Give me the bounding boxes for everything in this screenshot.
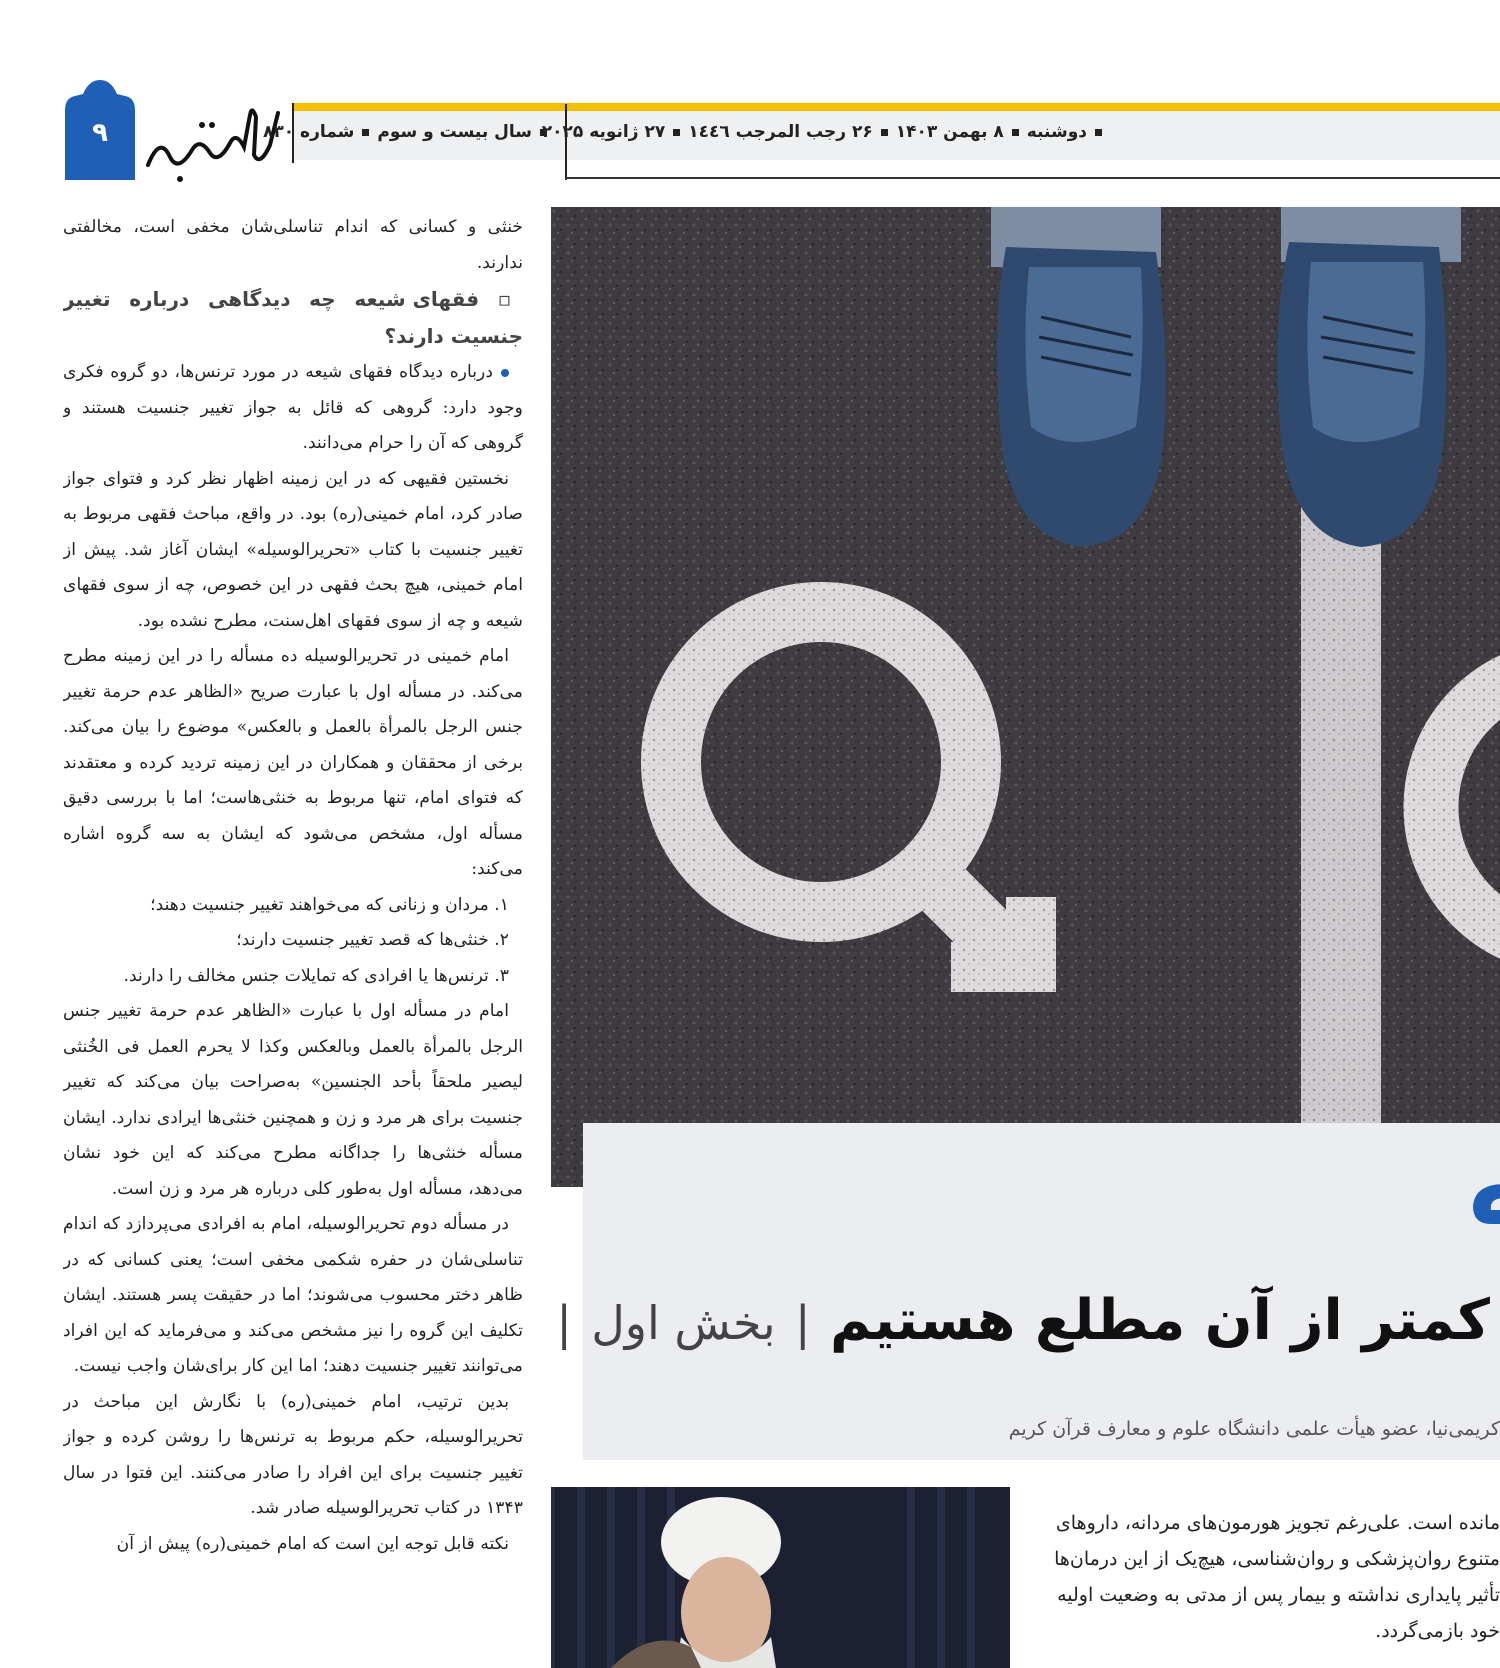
page-number: ۹ xyxy=(92,118,108,148)
headline-part: بخش اول xyxy=(591,1296,776,1350)
feature-headline xyxy=(556,1288,1490,1353)
text-line: تأثیر پایداری نداشته و بیمار پس از مدتی به وضعیت اولیه xyxy=(1057,1584,1500,1606)
list-item: ۳. ترنس‌ها یا افرادی که تمایلات جنس مخالف را دارند. xyxy=(123,965,509,986)
header-underline xyxy=(565,177,1500,179)
bullet-dot-icon xyxy=(501,369,509,377)
issue-info xyxy=(262,122,555,142)
list-item: ۲. خنثی‌ها که قصد تغییر جنسیت دارند؛ xyxy=(236,930,509,950)
article-paragraph: نکته قابل توجه این است که امام خمینی(ره) پیش از آن xyxy=(116,1533,509,1554)
date-gregorian: ۲۷ ژانویه ۲۰۲۵ xyxy=(541,122,666,142)
issue-number: شماره ۸۳۰ xyxy=(262,122,355,142)
article-paragraph: امام در مسأله اول با عبارت «الظاهر عدم حرمة تغییر جنس الرجل بالمرأة بالعمل وبالعکس وکذا لا یحرم العمل فی الخُنثی لیصیر ملحقاً بأحد الجنسین» به‌صراحت بیان می‌کند که تغییر جنسیت برای هر مرد و زن و همچنین خنثی‌ها ایرادی ندارد. ایشان مسأله خنثی‌ها را جداگانه مطرح می‌کند که این خود نشان می‌دهد، مسأله اول به‌طور کلی درباره هر مرد و زن است. xyxy=(63,1001,523,1199)
text-line: مانده است. علی‌رغم تجویز هورمون‌های مردانه، داروهای xyxy=(1055,1512,1500,1534)
article-body xyxy=(63,210,523,1668)
article-paragraph: امام خمینی در تحریرالوسیله ده مسأله را در این زمینه مطرح می‌کند. در مسأله اول با عبارت صریح «الظاهر عدم حرمة تغییر جنس الرجل بالمرأة بالعمل و بالعکس» موضوع را بیان می‌کند. برخی از محققان و همکاران در این زمینه تردید کرده و معتقدند که فتوای امام، تنها مربوط به خنثی‌هاست؛ اما با بررسی دقیق مسأله اول، مشخص می‌شود که ایشان به سه گروه اشاره می‌کند: xyxy=(63,646,523,879)
text-line: متنوع روان‌پزشکی و روان‌شناسی، هیچ‌یک از این درمان‌ها xyxy=(1054,1548,1500,1570)
article-continuation xyxy=(1040,1505,1500,1649)
article-paragraph: بدین ترتیب، امام خمینی(ره) با نگارش این مباحث در تحریرالوسیله، حکم مربوط به ترنس‌ها را روشن کرده و جواز تغییر جنسیت برای این افراد را صادر می‌کنند. این فتوا در سال ۱۳۴۳ در کتاب تحریرالوسیله صادر شد. xyxy=(63,1391,523,1518)
weekday: دوشنبه xyxy=(1026,122,1087,142)
feature-photo-asphalt-gender-symbols xyxy=(551,207,1500,1187)
header-accent-rule xyxy=(292,103,1500,111)
header-divider xyxy=(565,104,567,180)
list-item: ۱. مردان و زنانی که می‌خواهند تغییر جنسیت دهند؛ xyxy=(150,894,509,915)
volume-label: سال بیست و سوم xyxy=(377,122,532,142)
headline-separator: | xyxy=(795,1296,811,1350)
date-solar: ۸ بهمن ۱۴۰۳ xyxy=(895,122,1004,142)
byline: کریمی‌نیا، عضو هیأت علمی دانشگاه علوم و معارف قرآن کریم xyxy=(1008,1418,1500,1440)
quote-mark-icon xyxy=(1465,1180,1500,1228)
author-portrait xyxy=(551,1487,1010,1668)
date-info xyxy=(541,122,1110,142)
headline-separator: | xyxy=(556,1296,572,1350)
article-paragraph: در مسأله دوم تحریرالوسیله، امام به افرادی می‌پردازد که اندام تناسلی‌شان در حفره شکمی مخفی است؛ یعنی کسانی که در ظاهر دختر محسوب می‌شوند؛ اما در حقیقت پسر هستند. ایشان تکلیف این گروه را نیز مشخص می‌کند و می‌فرماید که این افراد می‌توانند تغییر جنسیت دهند؛ اما این کار برای‌شان واجب نیست. xyxy=(63,1214,523,1376)
article-paragraph: نخستین فقیهی که در این زمینه اظهار نظر کرد و فتوای جواز صادر کرد، امام خمینی(ره) بود. در واقع، مباحث فقهی مربوط به تغییر جنسیت با کتاب «تحریرالوسیله» ایشان آغاز شد. پیش از امام خمینی، هیچ بحث فقهی در این خصوص، چه از سوی فقهای شیعه و چه از سوی فقهای اهل‌سنت، مطرح نشده بود. xyxy=(63,468,523,631)
article-paragraph: خنثی و کسانی که اندام تناسلی‌شان مخفی است، مخالفتی ندارند. xyxy=(63,217,523,273)
headline-main: کمتر از آن مطلع هستیم xyxy=(830,1288,1490,1353)
text-line: خود بازمی‌گردد. xyxy=(1375,1620,1500,1642)
article-subheading: ▫ فقهای شیعه چه دیدگاهی درباره تغییر جنسیت دارند؟ xyxy=(63,287,523,348)
article-paragraph: درباره دیدگاه فقهای شیعه در مورد ترنس‌ها، دو گروه فکری وجود دارد: گروهی که قائل به جواز تغییر جنسیت هستند و گروهی که آن را حرام می‌دانند. xyxy=(63,362,523,453)
date-lunar: ۲۶ رجب المرجب ۱٤٤٦ xyxy=(688,122,873,142)
